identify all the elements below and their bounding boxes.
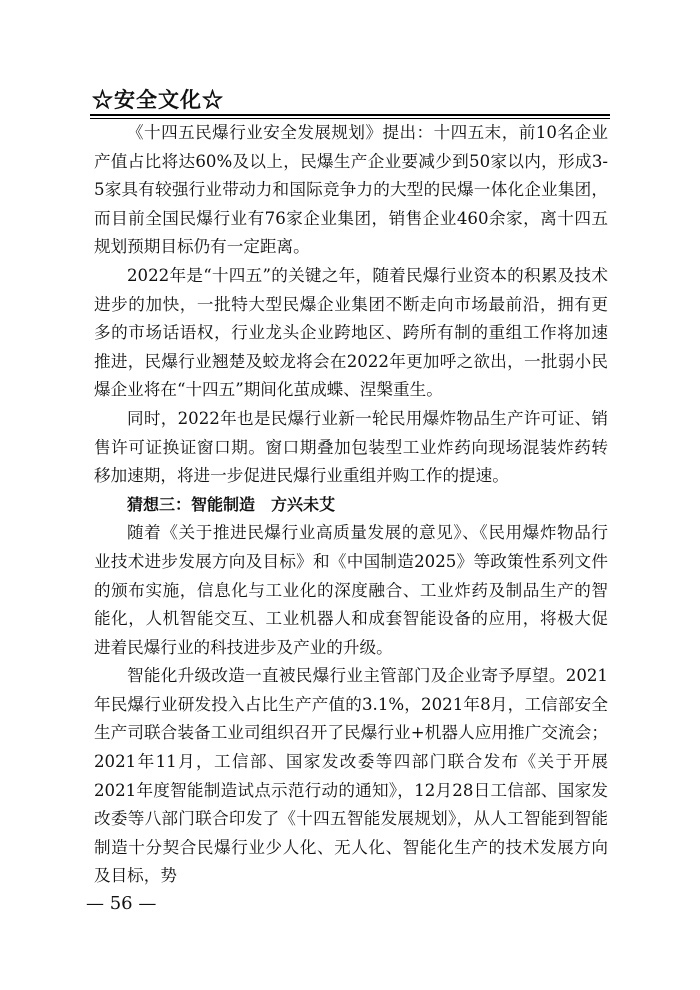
paragraph: 2022年是“十四五”的关键之年，随着民爆行业资本的积累及技术进步的加快，一批特大型民爆企业集团不断走向市场最前沿，拥有更多的市场话语权，行业龙头企业跨地区、跨所有制的重组工作将加速推进，民爆行业翘楚及蛟龙将会在2022年更加呼之欲出，一批弱小民爆企业将在“十四五”期间化茧成蝶、涅槃重生。	[94, 265, 608, 400]
article-body	[94, 119, 608, 891]
page-number: — 56 —	[86, 893, 157, 914]
section-header: ☆安全文化☆	[92, 87, 224, 112]
paragraph: 同时，2022年也是民爆行业新一轮民用爆炸物品生产许可证、销售许可证换证窗口期。窗口期叠加包装型工业炸药向现场混装炸药转移加速期，将进一步促进民爆行业重组并购工作的提速。	[94, 408, 608, 486]
section-heading: 猜想三：智能制造 方兴未艾	[127, 494, 336, 514]
paragraph: 随着《关于推进民爆行业高质量发展的意见》、《民用爆炸物品行业技术进步发展方向及目标》和《中国制造2025》等政策性系列文件的颁布实施，信息化与工业化的深度融合、工业炸药及制品生产的智能化，人机智能交互、工业机器人和成套智能设备的应用，将极大促进着民爆行业的科技进步及产业的升级。	[94, 523, 608, 657]
paragraph: 《十四五民爆行业安全发展规划》提出：十四五末，前10名企业产值占比将达60%及以上，民爆生产企业要减少到50家以内，形成3-5家具有较强行业带动力和国际竞争力的大型的民爆一体化企业集团，而目前全国民爆行业有76家企业集团，销售企业460余家，离十四五规划预期目标仍有一定距离。	[94, 123, 608, 257]
paragraph: 智能化升级改造一直被民爆行业主管部门及企业寄予厚望。2021年民爆行业研发投入占比生产产值的3.1%，2021年8月，工信部安全生产司联合装备工业司组织召开了民爆行业+机器人应用推广交流会；2021年11月，工信部、国家发改委等四部门联合发布《关于开展2021年度智能制造试点示范行动的通知》，12月28日工信部、国家发改委等八部门联合印发了《十四五智能发展规划》，从人工智能到智能制造十分契合民爆行业少人化、无人化、智能化生产的技术发展方向及目标，势	[94, 666, 608, 886]
